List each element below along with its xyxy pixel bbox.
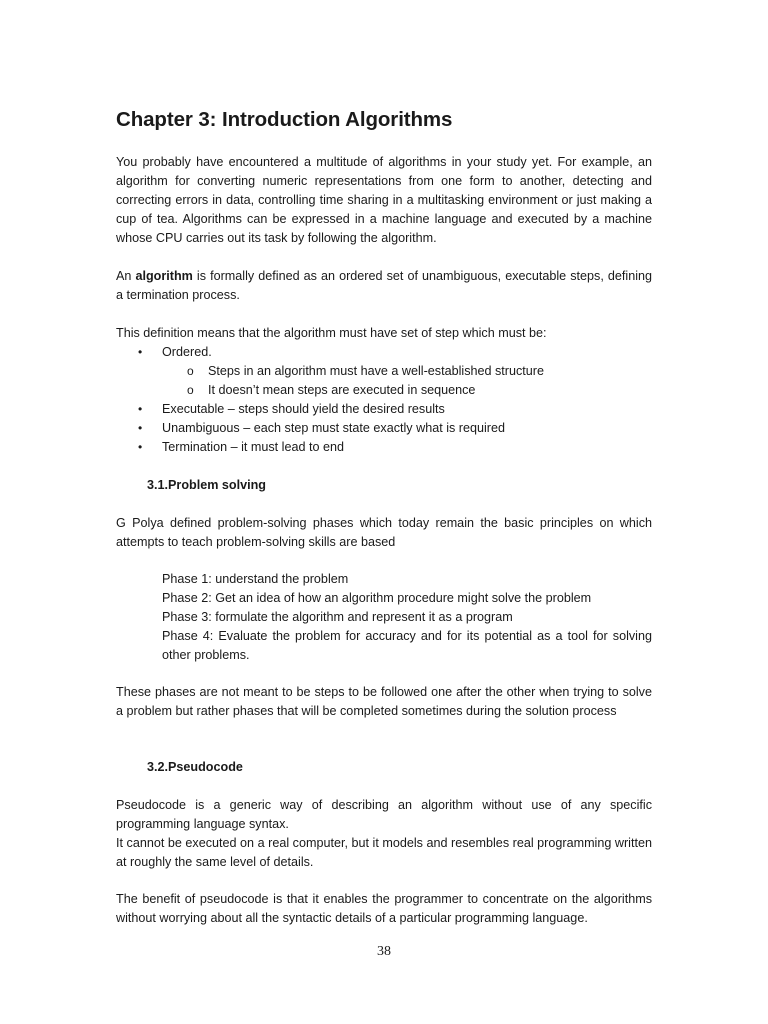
phase-3: Phase 3: formulate the algorithm and represent it as a program — [162, 610, 513, 624]
section-title: Pseudocode — [168, 760, 243, 774]
page-number: 38 — [377, 944, 391, 959]
pseudocode-paragraph-3: The benefit of pseudocode is that it enables the programmer to concentrate on the algorithms without worrying about all the syntactic details of a particular programming language. — [116, 892, 652, 925]
definition-prefix: An — [116, 269, 136, 283]
definition-rest: is formally defined as an ordered set of unambiguous, executable steps, defining a termination process. — [116, 269, 653, 302]
section-number: 3.1. — [147, 478, 169, 492]
bullet-unambiguous: Unambiguous – each step must state exactly what is required — [162, 421, 506, 435]
list-intro: This definition means that the algorithm must have set of step which must be: — [116, 326, 547, 340]
bullet-executable: Executable – steps should yield the desired results — [162, 402, 445, 416]
bullet-marker: • — [138, 421, 143, 435]
definition-paragraph — [116, 267, 652, 305]
bullet-marker: • — [138, 402, 143, 416]
phase-2: Phase 2: Get an idea of how an algorithm procedure might solve the problem — [162, 591, 592, 605]
section-title: Problem solving — [168, 478, 266, 492]
chapter-title: Chapter 3: Introduction Algorithms — [116, 108, 453, 131]
pseudocode-paragraph-1: Pseudocode is a generic way of describing an algorithm without use of any specific programming language syntax. — [116, 798, 652, 831]
phase-4: Phase 4: Evaluate the problem for accuracy and for its potential as a tool for solving other problems. — [162, 629, 652, 662]
definition-term: algorithm — [135, 269, 193, 283]
sub-bullet-structure: Steps in an algorithm must have a well-established structure — [208, 364, 544, 378]
bullet-marker: • — [138, 345, 143, 359]
sub-bullet-marker: o — [187, 383, 194, 397]
section-heading-pseudocode — [147, 758, 243, 777]
polya-paragraph: G Polya defined problem-solving phases which today remain the basic principles on which attempts to teach problem-solving skills are based — [116, 516, 652, 549]
sub-bullet-sequence: It doesn’t mean steps are executed in sequence — [208, 383, 476, 397]
pseudocode-paragraph-2: It cannot be executed on a real computer, but it models and resembles real programming written at roughly the same level of details. — [116, 836, 652, 869]
phase-1: Phase 1: understand the problem — [162, 572, 349, 586]
bullet-termination: Termination – it must lead to end — [162, 440, 345, 454]
sub-bullet-marker: o — [187, 364, 194, 378]
bullet-marker: • — [138, 440, 143, 454]
phases-note-paragraph: These phases are not meant to be steps to be followed one after the other when trying to solve a problem but rather phases that will be completed sometimes during the solution process — [116, 685, 652, 718]
section-heading-problem-solving — [147, 476, 266, 495]
section-number: 3.2. — [147, 760, 169, 774]
bullet-ordered: Ordered. — [162, 345, 212, 359]
intro-paragraph: You probably have encountered a multitude of algorithms in your study yet. For example, an algorithm for converting numeric representations from one form to another, detecting and correcting errors in data, controlling time sharing in a multitasking environment or just making a cup of tea. Algorithms can be expressed in a machine language and executed by a machine whose CPU carries out its task by following the algorithm. — [116, 155, 652, 245]
